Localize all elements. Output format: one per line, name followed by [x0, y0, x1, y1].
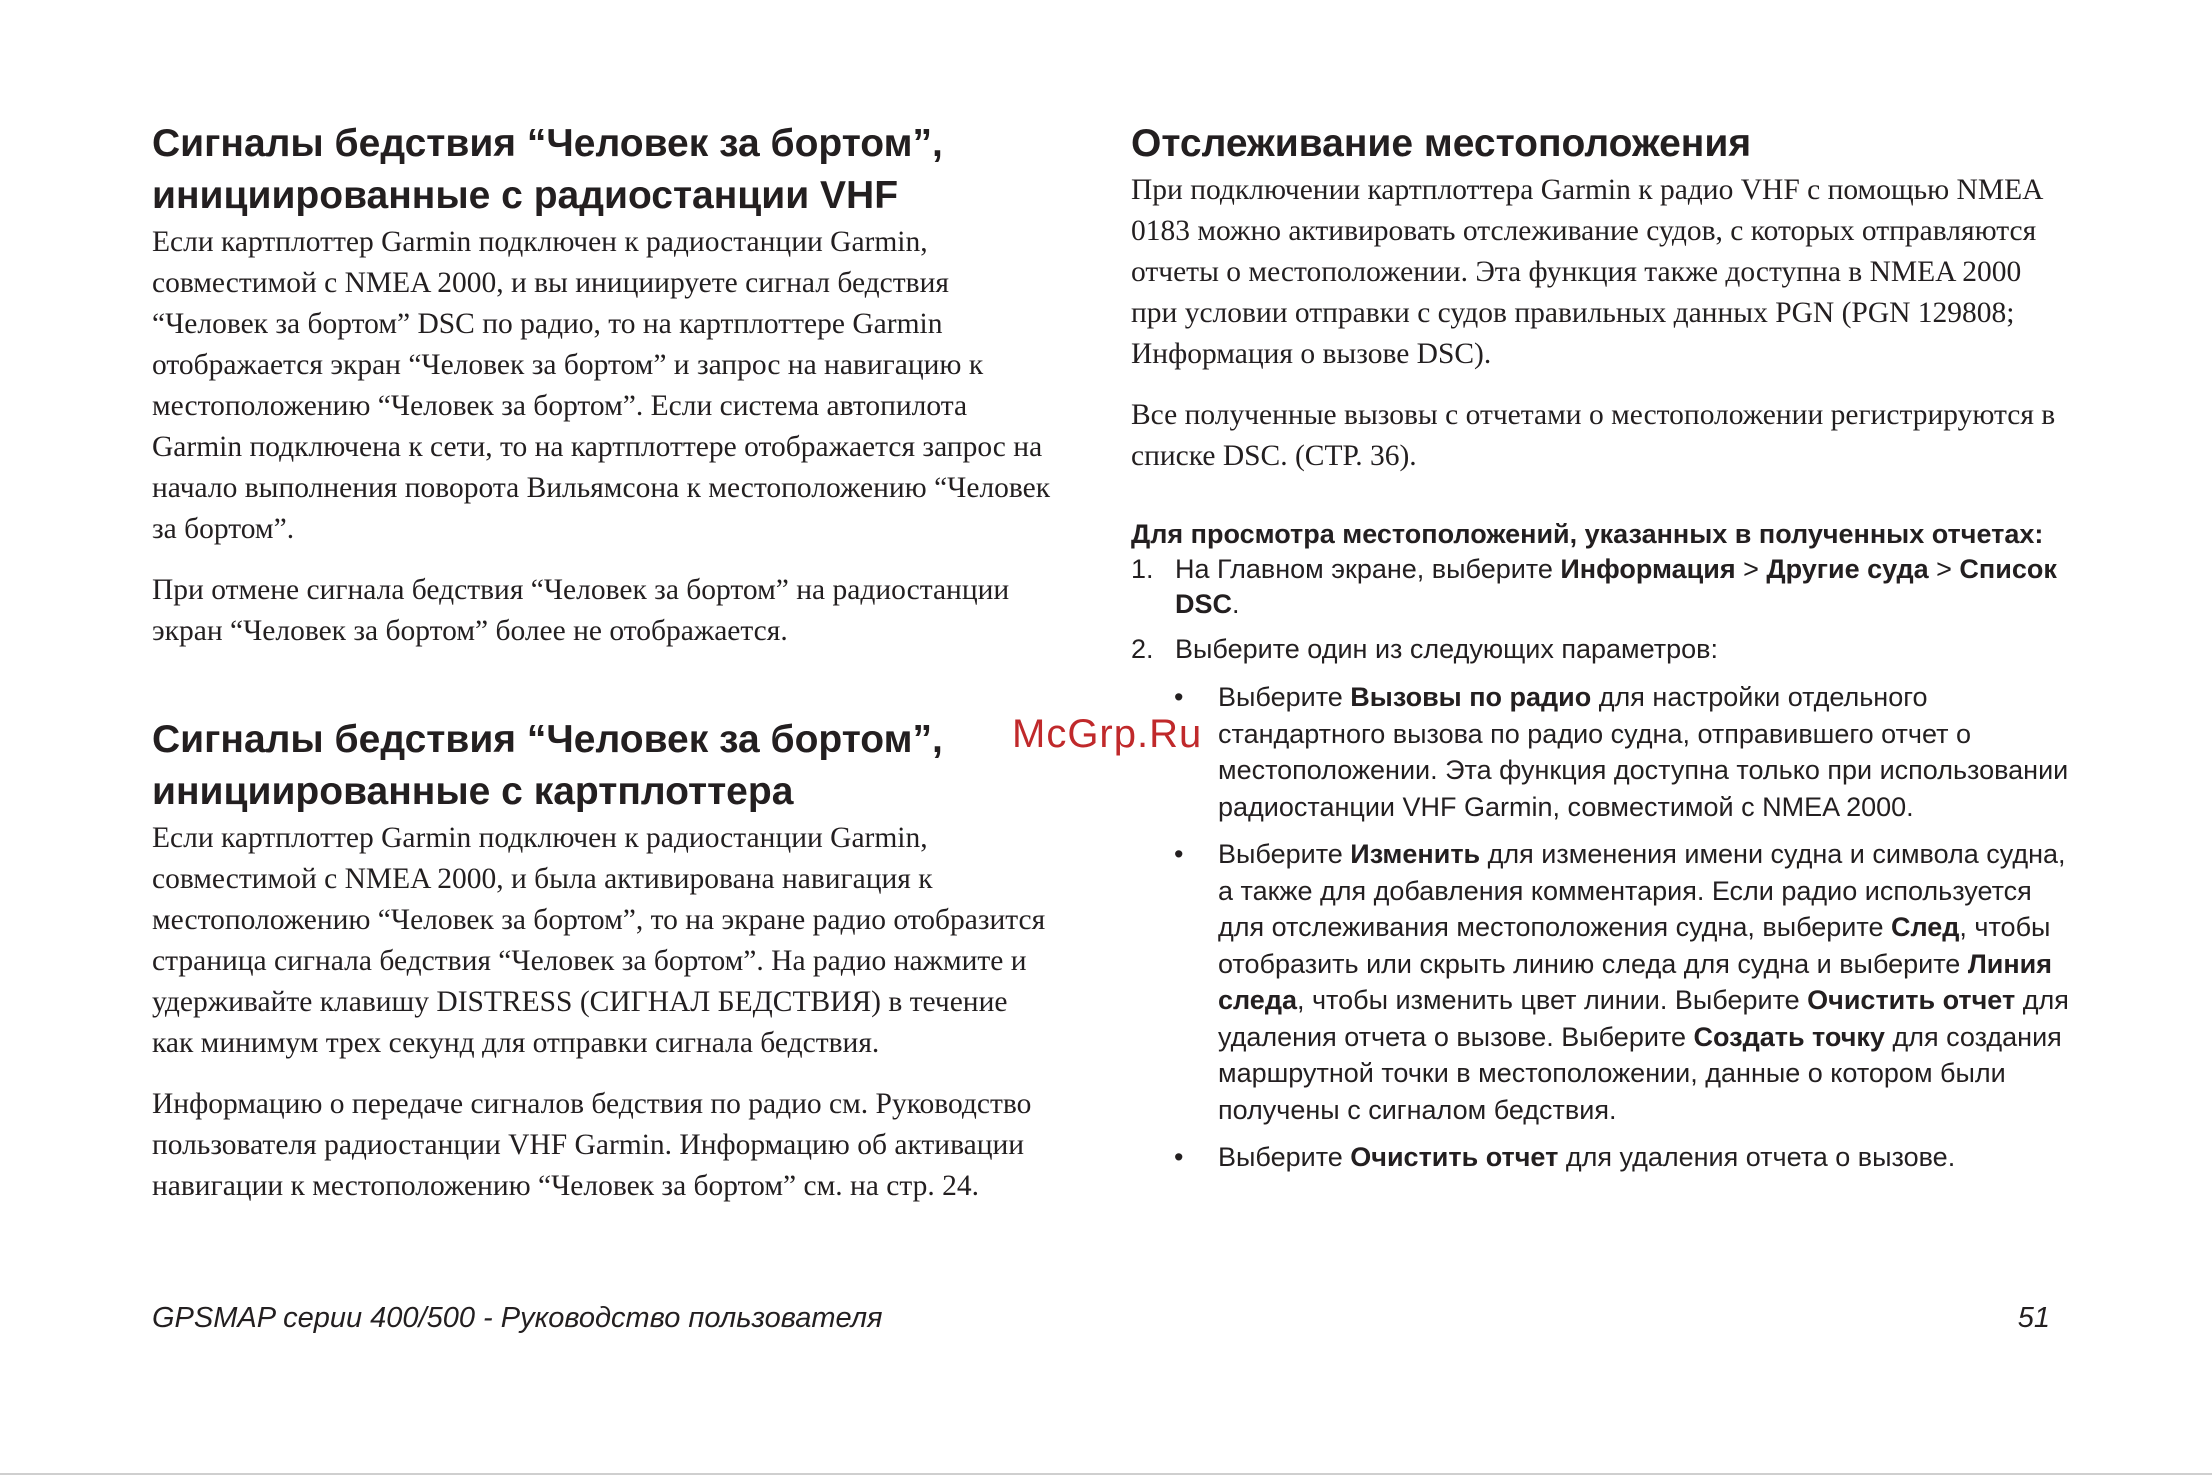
bullet-text: для удаления отчета о вызове.	[1558, 1142, 1956, 1172]
footer-manual-title: GPSMAP серии 400/500 - Руководство пользователя	[152, 1302, 883, 1334]
procedure-title: Для просмотра местоположений, указанных в полученных отчетах:	[1131, 519, 2044, 549]
section-mob-from-radio	[152, 118, 1052, 652]
bullet-text: для удаления отчета о вызове. Выберите	[1218, 985, 2069, 1052]
heading-line-2: инициированные с картплоттера	[152, 770, 794, 813]
paragraph-mob-chartplotter-1: Если картплоттер Garmin подключен к радиостанции Garmin, совместимой с NMEA 2000, и была активирована навигация к местоположению “Человек за бортом”, то на экране радио отобразится страница сигнала бедствия “Человек за бортом”. На радио нажмите и удерживайте клавишу DISTRESS (СИГНАЛ БЕДСТВИЯ) в течение как минимум трех секунд для отправки сигнала бедствия.	[152, 822, 1046, 1059]
section-heading-mob-radio	[152, 118, 1052, 222]
option-radio-call: Вызовы по радио	[1350, 682, 1592, 712]
bullet-text: для изменения имени судна и символа судна, а также для добавления комментария. Если радио используется для отслеживания местоположения судна, выберите	[1218, 839, 2066, 942]
paragraph-mob-chartplotter-2: Информацию о передаче сигналов бедствия по радио см. Руководство пользователя радиостанции VHF Garmin. Информацию об активации навигации к местоположению “Человек за бортом” см. на стр. 24.	[152, 1088, 1032, 1202]
option-clear-report: Очистить отчет	[1807, 985, 2016, 1015]
heading-line-1: Сигналы бедствия “Человек за бортом”,	[152, 718, 943, 761]
paragraph-mob-radio-1: Если картплоттер Garmin подключен к радиостанции Garmin, совместимой с NMEA 2000, и вы инициируете сигнал бедствия “Человек за бортом” DSC по радио, то на картплоттере Garmin отображается экран “Человек за бортом” и запрос на навигацию к местоположению “Человек за бортом”. Если система автопилота Garmin подключена к сети, то на картплоттере отображается запрос на начало выполнения поворота Вильямсона к местоположению “Человек за бортом”.	[152, 226, 1051, 545]
menu-separator: >	[1928, 554, 1960, 584]
heading-line-2: инициированные с радиостанции VHF	[152, 174, 899, 217]
section-heading-mob-chartplotter	[152, 714, 1052, 818]
step-text: Выберите один из следующих параметров:	[1175, 634, 1718, 664]
left-column	[152, 118, 1052, 1207]
option-bullet-radio-call	[1131, 679, 2071, 825]
menu-separator: >	[1735, 554, 1767, 584]
step-text: На Главном экране, выберите	[1175, 554, 1561, 584]
bullet-text: для создания маршрутной точки в местоположении, данные о котором были получены с сигналом бедствия.	[1218, 1021, 2062, 1125]
right-column	[1131, 118, 2071, 1176]
step-text: .	[1232, 589, 1240, 619]
bullet-text: Выберите	[1218, 1142, 1351, 1172]
menu-item-dsc-list: Список DSC	[1175, 554, 2057, 619]
bullet-text: для настройки отдельного стандартного вызова по радио судна, отправившего отчет о местоположении. Эта функция доступна только при использовании радиостанции VHF Garmin, совместимой с NMEA 2000.	[1218, 682, 2069, 822]
bullet-text: Выберите	[1218, 682, 1351, 712]
section-heading-position-tracking: Отслеживание местоположения	[1131, 122, 1752, 165]
step-number: 2.	[1131, 634, 1154, 664]
bullet-text: Выберите	[1218, 839, 1351, 869]
menu-item-information: Информация	[1560, 554, 1736, 584]
bullet-text: , чтобы изменить цвет линии. Выберите	[1296, 985, 1808, 1015]
heading-line-1: Сигналы бедствия “Человек за бортом”,	[152, 122, 943, 165]
bullet-dot-icon: •	[1174, 682, 1184, 712]
menu-item-other-vessels: Другие суда	[1766, 554, 1929, 584]
section-mob-from-chartplotter	[152, 714, 1052, 1207]
option-create-waypoint: Создать точку	[1693, 1021, 1885, 1052]
paragraph-tracking-1: При подключении картплоттера Garmin к радио VHF с помощью NMEA 0183 можно активировать отслеживание судов, с которых отправляются отчеты о местоположении. Эта функция также доступна в NMEA 2000 при условии отправки с судов правильных данных PGN (PGN 129808; Информация о вызове DSC).	[1131, 174, 2042, 370]
procedure-step-2	[1131, 632, 2071, 667]
option-track-line: Линия следа	[1218, 948, 2053, 1015]
option-clear-report: Очистить отчет	[1350, 1142, 1559, 1172]
step-number: 1.	[1131, 554, 1154, 584]
option-edit: Изменить	[1350, 839, 1481, 869]
footer-page-number: 51	[2017, 1302, 2050, 1334]
option-bullet-edit	[1131, 836, 2071, 1128]
procedure-step-1	[1131, 552, 2071, 622]
watermark: McGrp.Ru	[1012, 712, 1203, 756]
paragraph-mob-radio-2: При отмене сигнала бедствия “Человек за бортом” на радиостанции экран “Человек за бортом” более не отображается.	[152, 574, 1010, 647]
option-track: След	[1890, 912, 1960, 942]
paragraph-tracking-2: Все полученные вызовы с отчетами о местоположении регистрируются в списке DSC. (СТР. 36).	[1131, 399, 2056, 472]
bullet-dot-icon: •	[1174, 1142, 1184, 1172]
bullet-text: , чтобы отобразить или скрыть линию следа для судна и выберите	[1218, 912, 2051, 979]
bullet-dot-icon: •	[1174, 839, 1184, 869]
option-bullet-clear-report	[1131, 1139, 2071, 1176]
